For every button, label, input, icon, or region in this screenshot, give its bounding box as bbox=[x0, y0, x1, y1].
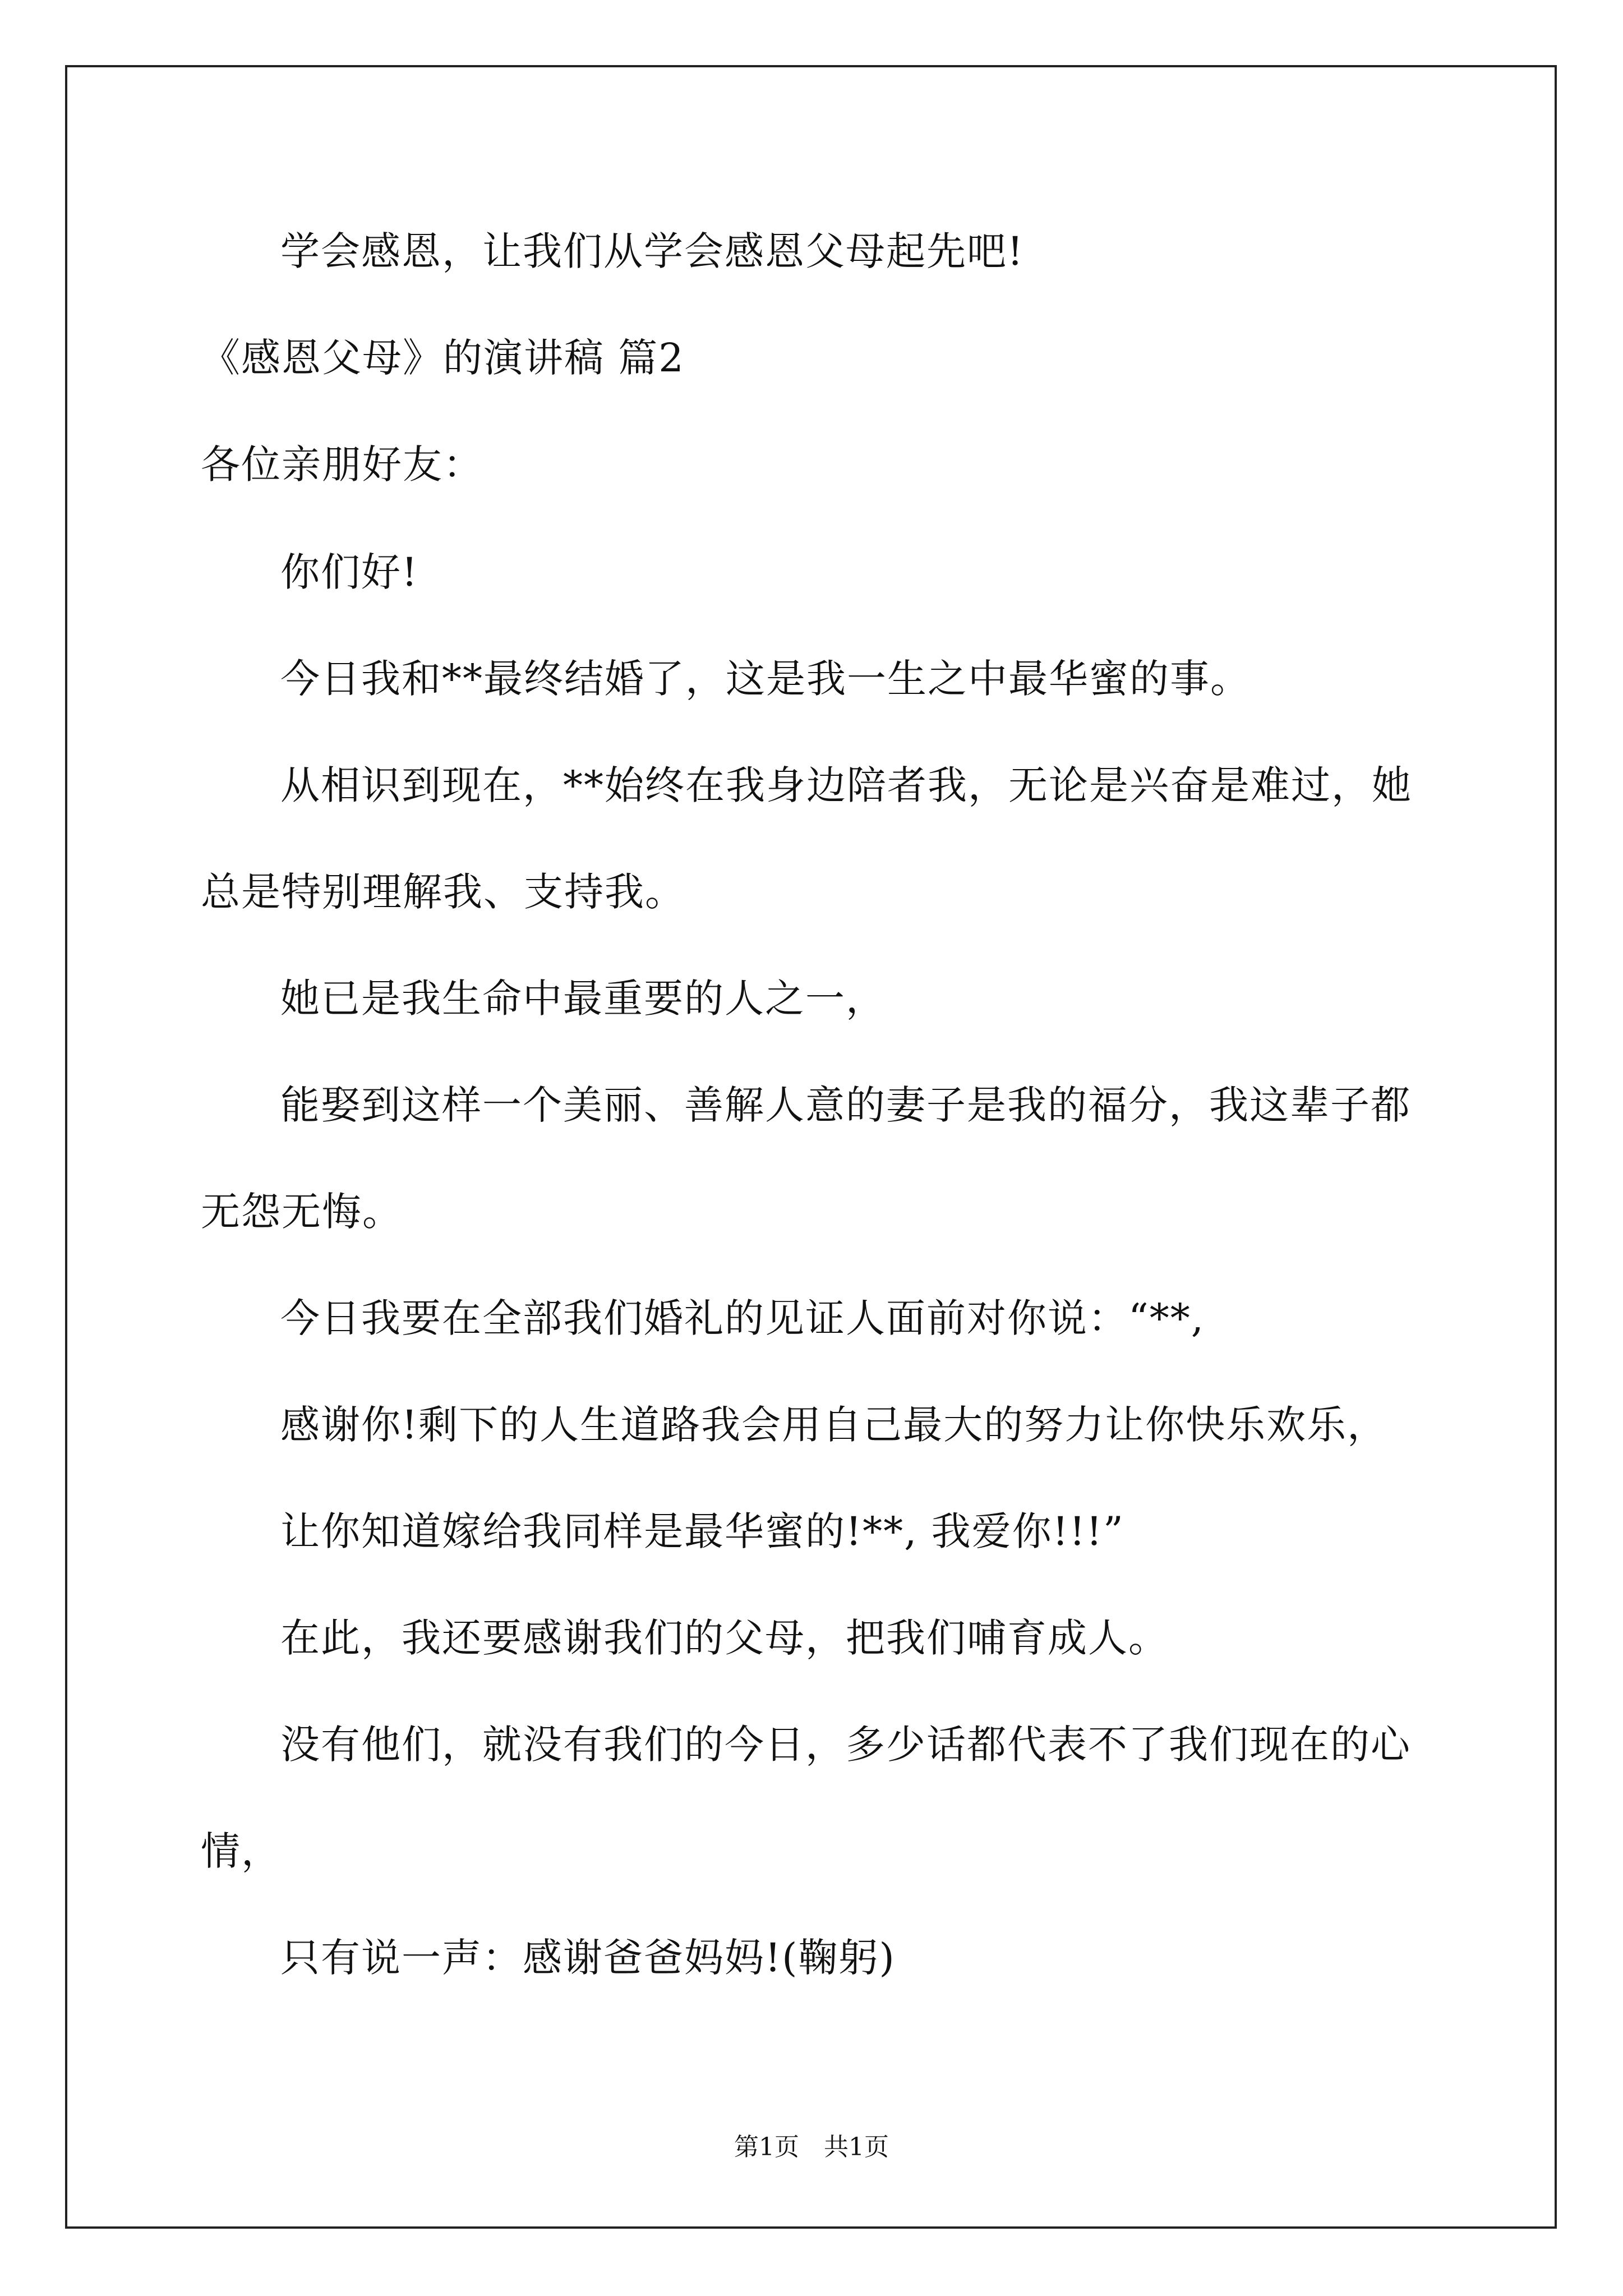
text-line-12: 感谢你!剩下的人生道路我会用自己最大的努力让你快乐欢乐， bbox=[280, 1402, 1388, 1448]
text-line-17: 只有说一声：感谢爸爸妈妈!(鞠躬) bbox=[280, 1935, 896, 1981]
page-frame bbox=[65, 65, 1557, 2229]
text-line-11: 今日我要在全部我们婚礼的见证人面前对你说：“**, bbox=[280, 1295, 1205, 1341]
section-heading: 《感恩父母》的演讲稿 篇2 bbox=[201, 335, 685, 381]
text-line-13: 让你知道嫁给我同样是最华蜜的!**, 我爱你!!!” bbox=[280, 1508, 1124, 1554]
text-line-16: 情， bbox=[201, 1828, 282, 1874]
text-line-4: 你们好! bbox=[280, 549, 419, 595]
text-line-7: 总是特别理解我、支持我。 bbox=[201, 869, 685, 915]
text-line-10: 无怨无悔。 bbox=[201, 1189, 403, 1235]
text-line-14: 在此，我还要感谢我们的父母，把我们哺育成人。 bbox=[280, 1615, 1169, 1661]
text-line-1: 学会感恩，让我们从学会感恩父母起先吧! bbox=[280, 228, 1025, 274]
text-line-9: 能娶到这样一个美丽、善解人意的妻子是我的福分，我这辈子都 bbox=[280, 1082, 1411, 1128]
page-footer: 第1页 共1页 bbox=[734, 2133, 889, 2161]
text-line-6: 从相识到现在，**始终在我身边陪者我，无论是兴奋是难过，她 bbox=[280, 762, 1412, 808]
text-line-5: 今日我和**最终结婚了，这是我一生之中最华蜜的事。 bbox=[280, 656, 1251, 702]
salutation: 各位亲朋好友： bbox=[201, 441, 483, 487]
text-line-8: 她已是我生命中最重要的人之一， bbox=[280, 976, 886, 1022]
text-line-15: 没有他们，就没有我们的今日，多少话都代表不了我们现在的心 bbox=[280, 1722, 1411, 1768]
